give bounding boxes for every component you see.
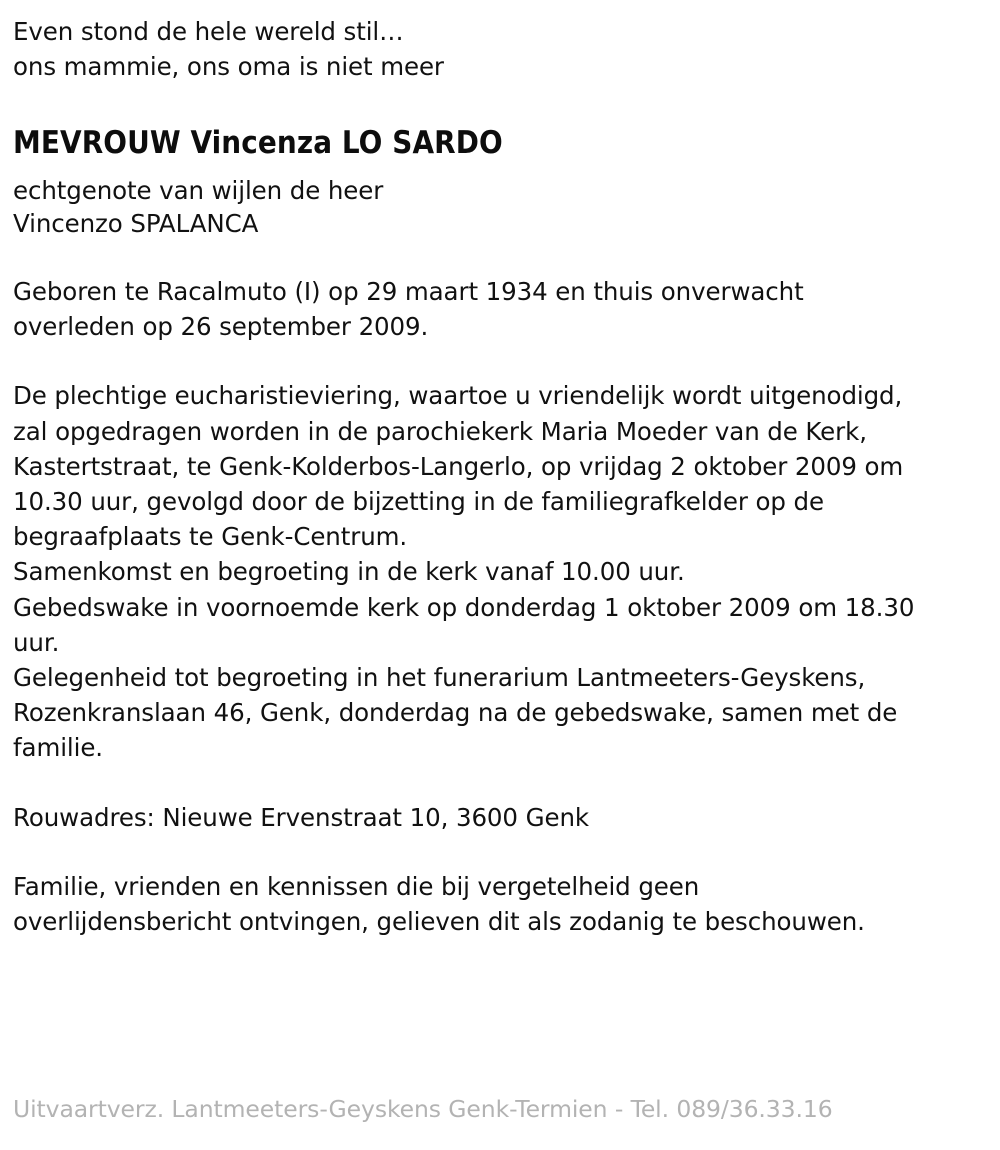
- funeral-home-credit: Uitvaartverz. Lantmeeters-Geyskens Genk-Termien - Tel. 089/36.33.16: [13, 1095, 833, 1123]
- service-line-3: Kastertstraat, te Genk-Kolderbos-Langerlo, op vrijdag 2 oktober 2009 om: [13, 451, 904, 481]
- life-details-block: [13, 274, 986, 344]
- mourning-address-line: Rouwadres: Nieuwe Ervenstraat 10, 3600 Genk: [13, 802, 589, 832]
- service-line-5: begraafplaats te Genk-Centrum.: [13, 522, 408, 552]
- spouse-intro-line: echtgenote van wijlen de heer: [13, 176, 384, 205]
- service-line-6: Samenkomst en begroeting in de kerk vanaf 10.00 uur.: [13, 557, 685, 587]
- service-line-7: Gebedswake in voornoemde kerk op donderdag 1 oktober 2009 om 18.30: [13, 592, 915, 622]
- closing-line-2: overlijdensbericht ontvingen, gelieven dit als zodanig te beschouwen.: [13, 907, 865, 937]
- spacer: [13, 162, 986, 174]
- deceased-name-heading: MEVROUW Vincenza LO SARDO: [13, 125, 503, 161]
- closing-line-1: Familie, vrienden en kennissen die bij vergetelheid geen: [13, 871, 700, 901]
- verse-block: [13, 14, 986, 84]
- service-line-8: uur.: [13, 627, 60, 657]
- service-line-4: 10.30 uur, gevolgd door de bijzetting in de familiegrafkelder op de: [13, 487, 824, 517]
- deceased-name-block: [13, 124, 986, 162]
- service-line-9: Gelegenheid tot begroeting in het funerarium Lantmeeters-Geyskens,: [13, 663, 866, 693]
- service-details-block: [13, 378, 986, 765]
- mourning-address-block: [13, 800, 986, 835]
- life-line-1: Geboren te Racalmuto (I) op 29 maart 1934 en thuis onverwacht: [13, 277, 804, 306]
- closing-note-block: [13, 869, 986, 939]
- spacer: [13, 835, 986, 869]
- spacer: [13, 84, 986, 124]
- verse-line-2: ons mammie, ons oma is niet meer: [13, 52, 444, 81]
- spacer: [13, 344, 986, 378]
- life-line-2: overleden op 26 september 2009.: [13, 312, 429, 342]
- spacer: [13, 766, 986, 800]
- service-line-2: zal opgedragen worden in de parochiekerk Maria Moeder van de Kerk,: [13, 416, 867, 446]
- spouse-name-line: Vincenzo SPALANCA: [13, 209, 259, 238]
- spouse-block: [13, 174, 986, 240]
- spacer: [13, 240, 986, 274]
- verse-line-1: Even stond de hele wereld stil…: [13, 17, 404, 46]
- service-line-1: De plechtige eucharistieviering, waartoe u vriendelijk wordt uitgenodigd,: [13, 381, 903, 411]
- service-line-11: familie.: [13, 733, 103, 763]
- service-line-10: Rozenkranslaan 46, Genk, donderdag na de gebedswake, samen met de: [13, 698, 898, 728]
